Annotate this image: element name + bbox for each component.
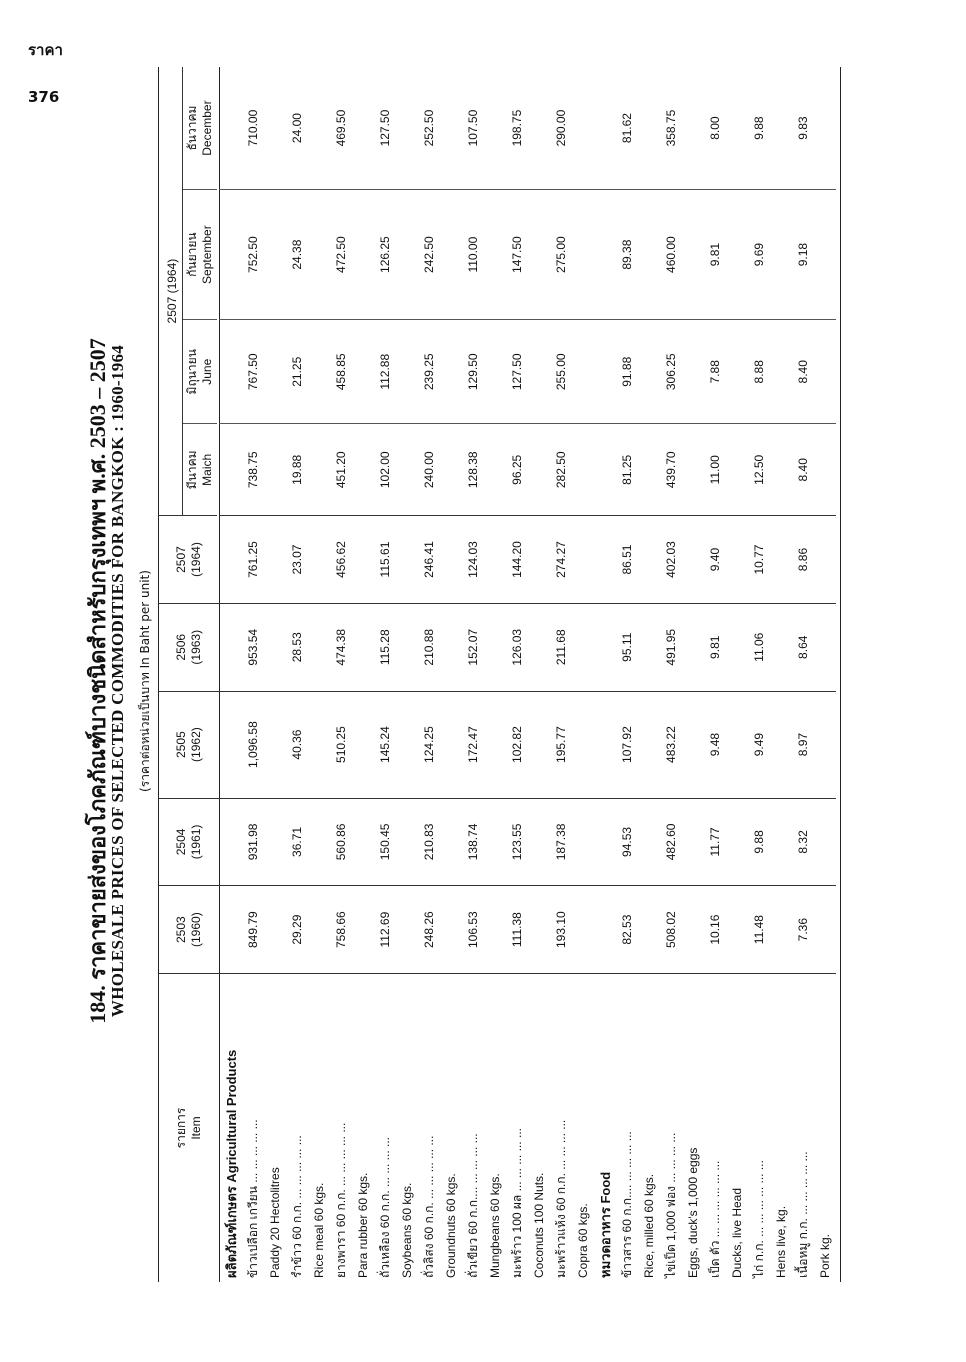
item-english: Rice, milled 60 kgs. — [642, 1173, 656, 1278]
price-cell: 112.88 — [374, 320, 396, 424]
price-cell: 110.00 — [462, 190, 484, 320]
item-thai: ถั่วเหลือง 60 ก.ก. ... ... ... ... — [377, 1137, 392, 1278]
price-cell: 8.97 — [792, 691, 814, 798]
price-cell: 469.50 — [330, 67, 352, 190]
price-cell: 82.53 — [616, 886, 638, 974]
price-cell: 761.25 — [242, 516, 264, 604]
price-cell: 9.88 — [748, 798, 770, 886]
table-row-english — [352, 67, 374, 1282]
item-english: Groundnuts 60 kgs. — [444, 1173, 458, 1278]
item-english: Para rubber 60 kgs. — [356, 1172, 370, 1278]
price-cell: 9.81 — [704, 190, 726, 320]
month-thai: มิถุนายน — [185, 349, 199, 395]
price-cell: 112.69 — [374, 886, 396, 974]
item-header — [159, 974, 220, 1283]
price-cell: 752.50 — [242, 190, 264, 320]
price-cell: 252.50 — [418, 67, 440, 190]
section-heading-row — [594, 67, 616, 1282]
price-cell: 127.50 — [506, 320, 528, 424]
price-cell: 483.22 — [660, 691, 682, 798]
price-cell: 306.25 — [660, 320, 682, 424]
table-row-english — [638, 67, 660, 1282]
price-cell: 150.45 — [374, 798, 396, 886]
price-cell: 8.88 — [748, 320, 770, 424]
price-cell: 195.77 — [550, 691, 572, 798]
price-cell: 758.66 — [330, 886, 352, 974]
price-cell: 124.25 — [418, 691, 440, 798]
page-number: 376 — [28, 88, 60, 106]
table-row — [660, 67, 682, 1282]
price-cell: 255.00 — [550, 320, 572, 424]
year-be: 2507 — [174, 546, 188, 573]
month-thai: กันยายน — [185, 232, 199, 277]
price-cell: 953.54 — [242, 603, 264, 691]
item-thai: ไข่เป็ด 1,000 ฟอง ... ... ... ... — [663, 1132, 678, 1278]
month-english: September — [200, 225, 214, 284]
price-cell: 211.68 — [550, 603, 572, 691]
table-row — [616, 67, 638, 1282]
section-heading: ผลิตภัณฑ์เกษตร Agricultural Products — [223, 1049, 239, 1278]
price-cell: 128.38 — [462, 424, 484, 516]
item-english: Hens live, kg. — [774, 1205, 788, 1278]
price-cell: 8.00 — [704, 67, 726, 190]
year-be: 2506 — [174, 633, 188, 661]
item-english: Coconuts 100 Nuts. — [532, 1172, 546, 1278]
table-row — [418, 67, 440, 1282]
item-thai: รำข้าว 60 ก.ก. ... ... ... ... ... — [289, 1135, 304, 1278]
price-cell: 147.50 — [506, 190, 528, 320]
table-row — [374, 67, 396, 1282]
month-header-december — [183, 67, 218, 190]
price-cell: 129.50 — [462, 320, 484, 424]
year-be: 2504 — [174, 828, 188, 856]
price-cell: 767.50 — [242, 320, 264, 424]
price-cell: 11.06 — [748, 603, 770, 691]
unit-note: (ราคาต่อหน่วยเป็นบาท In Baht per unit) — [138, 570, 152, 792]
item-thai: ข้าวสาร 60 ก.ก.... ... ... ... ... — [619, 1131, 634, 1278]
price-cell: 95.11 — [616, 603, 638, 691]
table-row-english — [814, 67, 836, 1282]
table-row — [550, 67, 572, 1282]
price-cell: 29.29 — [286, 886, 308, 974]
table-row — [286, 67, 308, 1282]
price-cell: 127.50 — [374, 67, 396, 190]
price-cell: 10.16 — [704, 886, 726, 974]
price-cell: 8.64 — [792, 603, 814, 691]
price-cell: 187.38 — [550, 798, 572, 886]
table-row — [506, 67, 528, 1282]
item-english: Ducks, live Head — [730, 1187, 744, 1278]
price-cell: 402.03 — [660, 516, 682, 604]
price-cell: 91.88 — [616, 320, 638, 424]
price-cell: 8.40 — [792, 320, 814, 424]
price-cell: 9.69 — [748, 190, 770, 320]
price-cell: 275.00 — [550, 190, 572, 320]
month-english: June — [200, 358, 214, 385]
price-cell: 24.38 — [286, 190, 308, 320]
price-cell: 472.50 — [330, 190, 352, 320]
year-ce: (1962) — [189, 727, 203, 762]
price-cell: 96.25 — [506, 424, 528, 516]
year-header-2503 — [159, 886, 220, 974]
price-cell: 482.60 — [660, 798, 682, 886]
year-header-2507 — [159, 516, 220, 604]
price-cell: 19.88 — [286, 424, 308, 516]
price-cell: 89.38 — [616, 190, 638, 320]
price-cell: 931.98 — [242, 798, 264, 886]
price-cell: 282.50 — [550, 424, 572, 516]
price-cell: 111.38 — [506, 886, 528, 974]
table-row — [242, 67, 264, 1282]
price-cell: 242.50 — [418, 190, 440, 320]
price-cell: 246.41 — [418, 516, 440, 604]
table-row-english — [528, 67, 550, 1282]
price-cell: 439.70 — [660, 424, 682, 516]
price-cell: 9.40 — [704, 516, 726, 604]
item-english: Eggs, duck's 1,000 eggs — [686, 1147, 700, 1278]
price-cell: 115.28 — [374, 603, 396, 691]
price-cell: 40.36 — [286, 691, 308, 798]
price-cell: 508.02 — [660, 886, 682, 974]
price-cell: 491.95 — [660, 603, 682, 691]
item-english: Rice meal 60 kgs. — [312, 1182, 326, 1278]
price-cell: 239.25 — [418, 320, 440, 424]
price-cell: 28.53 — [286, 603, 308, 691]
month-header-september — [183, 190, 218, 320]
month-thai: ธันวาคม — [185, 105, 199, 151]
price-cell: 107.50 — [462, 67, 484, 190]
price-cell: 126.03 — [506, 603, 528, 691]
price-cell: 193.10 — [550, 886, 572, 974]
price-cell: 152.07 — [462, 603, 484, 691]
year-ce: (1960) — [189, 912, 203, 947]
table-row — [748, 67, 770, 1282]
price-cell: 106.53 — [462, 886, 484, 974]
price-cell: 10.77 — [748, 516, 770, 604]
price-cell: 8.32 — [792, 798, 814, 886]
table-row-english — [396, 67, 418, 1282]
table-row-english — [484, 67, 506, 1282]
price-cell: 81.25 — [616, 424, 638, 516]
price-cell: 36.71 — [286, 798, 308, 886]
price-cell: 126.25 — [374, 190, 396, 320]
title-thai-text: ราคาขายส่งของโภคภัณฑ์บางชนิดสำหรับกรุงเทพฯ พ.ศ. 2503 – 2507 — [85, 338, 110, 980]
price-cell: 9.49 — [748, 691, 770, 798]
price-cell: 124.03 — [462, 516, 484, 604]
table-body — [220, 67, 841, 1282]
year-be: 2503 — [174, 916, 188, 943]
item-header-english: Item — [189, 1116, 203, 1140]
price-cell: 172.47 — [462, 691, 484, 798]
price-cell: 24.00 — [286, 67, 308, 190]
year-be: 2505 — [174, 731, 188, 758]
price-cell: 198.75 — [506, 67, 528, 190]
price-cell: 274.27 — [550, 516, 572, 604]
price-cell: 7.88 — [704, 320, 726, 424]
month-english: Maich — [200, 453, 214, 486]
price-cell: 138.74 — [462, 798, 484, 886]
price-cell: 8.40 — [792, 424, 814, 516]
price-cell: 710.00 — [242, 67, 264, 190]
price-cell: 86.51 — [616, 516, 638, 604]
price-cell: 456.62 — [330, 516, 352, 604]
table-row-english — [264, 67, 286, 1282]
price-cell: 210.83 — [418, 798, 440, 886]
item-english: Copra 60 kgs. — [576, 1203, 590, 1278]
year-header-2504 — [159, 798, 220, 886]
table-row — [330, 67, 352, 1282]
item-header-thai: รายการ — [174, 1107, 188, 1149]
item-thai: มะพร้าวแห้ง 60 ก.ก. ... ... ... ... — [553, 1119, 568, 1278]
price-cell: 81.62 — [616, 67, 638, 190]
price-cell: 9.83 — [792, 67, 814, 190]
price-cell: 458.85 — [330, 320, 352, 424]
price-cell: 358.75 — [660, 67, 682, 190]
item-thai: ถั่วลิสง 60 ก.ก. ... ... ... ... ... — [421, 1135, 436, 1278]
page-label: ราคา — [28, 41, 63, 59]
table-row-english — [308, 67, 330, 1282]
price-cell: 474.38 — [330, 603, 352, 691]
section-heading-row — [220, 67, 243, 1282]
item-thai: เป็ด ตัว ... ... ... ... ... ... — [707, 1160, 722, 1278]
price-cell: 560.86 — [330, 798, 352, 886]
month-thai: มีนาคม — [185, 450, 199, 490]
price-cell: 290.00 — [550, 67, 572, 190]
price-cell: 12.50 — [748, 424, 770, 516]
price-cell: 123.55 — [506, 798, 528, 886]
month-header-march — [183, 424, 218, 516]
price-cell: 102.82 — [506, 691, 528, 798]
item-english: Pork kg. — [818, 1233, 832, 1278]
table-row — [704, 67, 726, 1282]
price-cell: 21.25 — [286, 320, 308, 424]
price-cell: 849.79 — [242, 886, 264, 974]
price-cell: 738.75 — [242, 424, 264, 516]
price-cell: 9.18 — [792, 190, 814, 320]
item-english: Mungbeans 60 kgs. — [488, 1173, 502, 1278]
group-header-1964: 2507 (1964) — [159, 67, 183, 516]
year-ce: (1963) — [189, 629, 203, 665]
price-cell: 7.36 — [792, 886, 814, 974]
year-ce: (1961) — [189, 824, 203, 860]
month-header-june — [183, 320, 218, 424]
price-cell: 8.86 — [792, 516, 814, 604]
item-english: Soybeans 60 kgs. — [400, 1182, 414, 1278]
table-row-english — [572, 67, 594, 1282]
price-cell: 11.00 — [704, 424, 726, 516]
section-heading: หมวดอาหาร Food — [597, 1171, 613, 1278]
table-title-english: WHOLESALE PRICES OF SELECTED COMMODITIES FOR BANGKOK : 1960-1964 — [108, 344, 127, 1018]
price-table — [158, 67, 841, 1282]
item-thai: ข้าวเปลือก เกวียน ... ... ... ... ... — [245, 1119, 260, 1278]
price-cell: 94.53 — [616, 798, 638, 886]
price-cell: 248.26 — [418, 886, 440, 974]
price-cell: 145.24 — [374, 691, 396, 798]
item-english: Paddy 20 Hectolitres — [268, 1167, 282, 1278]
price-cell: 9.88 — [748, 67, 770, 190]
year-header-2506 — [159, 603, 220, 691]
price-cell: 9.81 — [704, 603, 726, 691]
item-thai: ถั่วเขียว 60 ก.ก.... ... ... ... ... — [465, 1133, 480, 1278]
item-thai: มะพร้าว 100 ผล ... ... ... ... ... — [509, 1128, 524, 1278]
table-row-english — [770, 67, 792, 1282]
table-row — [792, 67, 814, 1282]
table-row-english — [682, 67, 704, 1282]
table-row-english — [440, 67, 462, 1282]
price-cell: 9.48 — [704, 691, 726, 798]
table-row-english — [726, 67, 748, 1282]
table-row — [462, 67, 484, 1282]
month-english: December — [200, 100, 214, 156]
year-ce: (1964) — [189, 542, 203, 577]
price-cell: 460.00 — [660, 190, 682, 320]
price-cell: 107.92 — [616, 691, 638, 798]
price-cell: 1,096.58 — [242, 691, 264, 798]
table-number: 184. — [85, 985, 110, 1024]
item-thai: ไก่ ก.ก. ... ... ... ... ... ... — [751, 1160, 766, 1278]
price-cell: 23.07 — [286, 516, 308, 604]
price-cell: 115.61 — [374, 516, 396, 604]
price-cell: 11.48 — [748, 886, 770, 974]
price-cell: 210.88 — [418, 603, 440, 691]
price-cell: 240.00 — [418, 424, 440, 516]
price-cell: 510.25 — [330, 691, 352, 798]
year-header-2505 — [159, 691, 220, 798]
price-cell: 11.77 — [704, 798, 726, 886]
item-thai: เนื้อหมู ก.ก. ... ... ... ... ... — [795, 1151, 810, 1278]
price-cell: 102.00 — [374, 424, 396, 516]
price-cell: 144.20 — [506, 516, 528, 604]
item-thai: ยางพารา 60 ก.ก. ... ... ... ... ... — [333, 1122, 348, 1278]
price-cell: 451.20 — [330, 424, 352, 516]
